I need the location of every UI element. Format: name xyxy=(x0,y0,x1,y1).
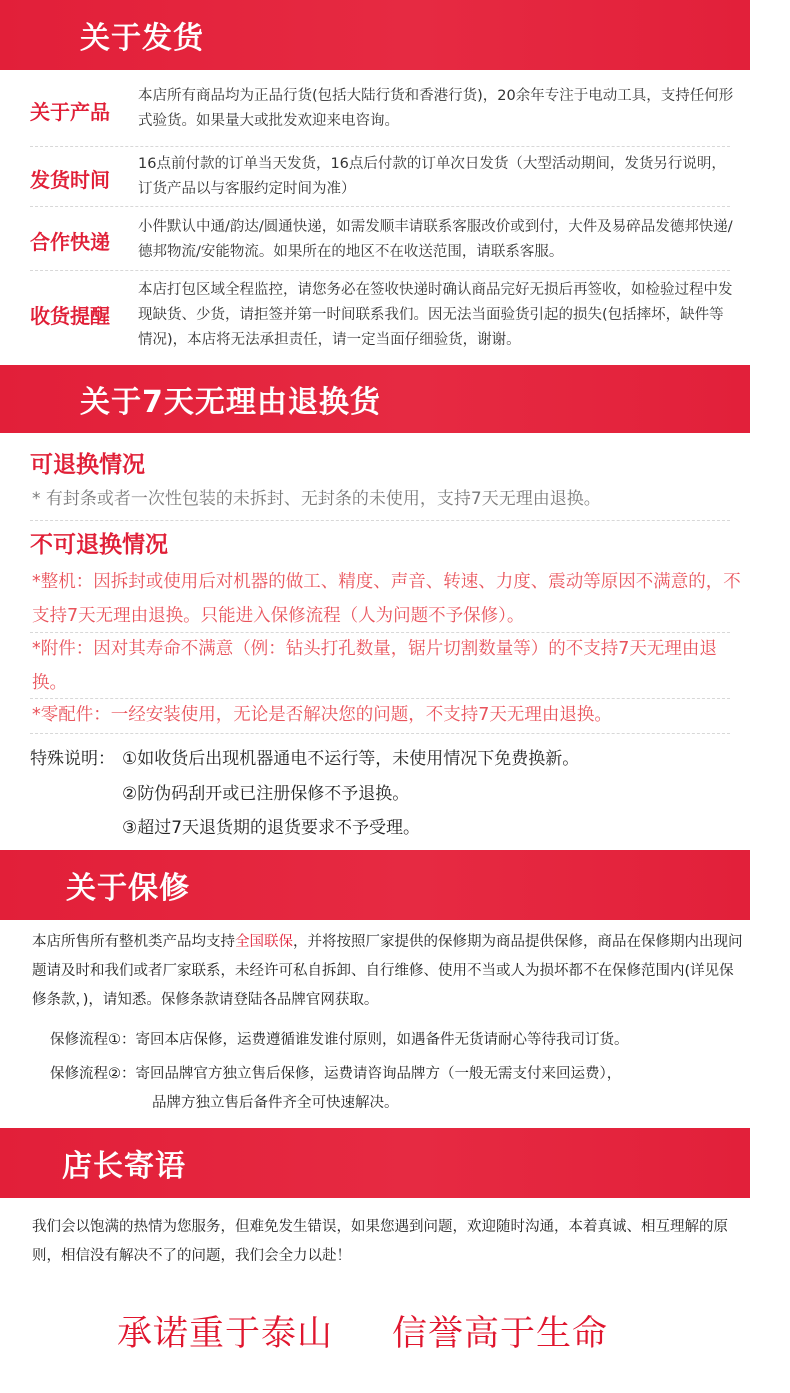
owner-banner xyxy=(0,1128,750,1198)
special-item: ②防伪码刮开或已注册保修不予退换。 xyxy=(122,784,410,804)
warranty-process-2-cont: 品牌方独立售后备件齐全可快速解决。 xyxy=(152,1095,399,1111)
non-returnable-item-accessory: *附件：因对其寿命不满意（例：钻头打孔数量，锯片切割数量等）的不支持7天无理由退换。 xyxy=(32,639,717,693)
process-text: 寄回品牌官方独立售后保修，运费请咨询品牌方（一般无需支付来回运费）， xyxy=(135,1066,622,1082)
owner-title: 店长寄语 xyxy=(62,1149,186,1184)
row-label: 关于产品 xyxy=(30,100,110,124)
warranty-highlight: 全国联保 xyxy=(235,934,293,950)
shipping-title: 关于发货 xyxy=(80,21,204,56)
process-label: 保修流程②： xyxy=(50,1066,136,1082)
row-text: 本店打包区域全程监控，请您务必在签收快递时确认商品完好无损后再签收，如检验过程中发现缺货、少货，请拒签并第一时间联系我们。因无法当面验货引起的损失(包括摔坏，缺件等情况)，本店将无法承担责任，请一定当面仔细验货，谢谢。 xyxy=(138,282,733,348)
row-text: 16点前付款的订单当天发货，16点后付款的订单次日发货（大型活动期间，发货另行说明，订货产品以与客服约定时间为准） xyxy=(138,156,726,197)
owner-text: 我们会以饱满的热情为您服务，但难免发生错误，如果您遇到问题，欢迎随时沟通，本着真诚、相互理解的原则，相信没有解决不了的问题，我们会全力以赴！ xyxy=(32,1219,728,1264)
warranty-title: 关于保修 xyxy=(66,871,190,906)
warranty-text xyxy=(32,928,748,1015)
shipping-row-product xyxy=(30,76,734,147)
special-label: 特殊说明： xyxy=(30,749,115,769)
process-label: 保修流程①： xyxy=(50,1032,136,1048)
row-text: 小件默认中通/韵达/圆通快递，如需发顺丰请联系客服改价或到付，大件及易碎品发德邦快递/德邦物流/安能物流。如果所在的地区不在收送范围，请联系客服。 xyxy=(138,219,733,260)
shipping-banner xyxy=(0,0,750,70)
returns-title: 关于7天无理由退换货 xyxy=(80,385,381,420)
row-label: 合作快递 xyxy=(30,230,110,254)
shipping-row-courier xyxy=(30,206,733,271)
non-returnable-title: 不可退换情况 xyxy=(30,532,168,558)
slogan-right: 信誉高于生命 xyxy=(392,1314,609,1354)
warranty-text-after: ，并将按照厂家提供的保修期为商品提供保修，商品在保修期内出现问题请及时和我们或者厂家联系，未经许可私自拆卸、自行维修、使用不当或人为损坏都不在保修范围内(详见保修条款，)，请知悉。保修条款请登陆各品牌官网获取。 xyxy=(32,934,743,1008)
warranty-text-before: 本店所售所有整机类产品均支持 xyxy=(32,934,235,950)
row-label: 收货提醒 xyxy=(30,304,110,328)
warranty-process-1 xyxy=(50,1026,750,1055)
shipping-row-time xyxy=(30,146,730,207)
returnable-text: * 有封条或者一次性包装的未拆封、无封条的未使用，支持7天无理由退换。 xyxy=(32,489,601,509)
shipping-row-receipt xyxy=(30,270,733,358)
divider xyxy=(30,520,730,521)
special-item: ③超过7天退货期的退货要求不予受理。 xyxy=(122,818,421,838)
non-returnable-item-parts: *零配件：一经安装使用，无论是否解决您的问题，不支持7天无理由退换。 xyxy=(32,705,612,725)
divider xyxy=(30,733,730,734)
non-returnable-item-machine: *整机：因拆封或使用后对机器的做工、精度、声音、转速、力度、震动等原因不满意的，不支持7天无理由退换。只能进入保修流程（人为问题不予保修）。 xyxy=(32,572,741,626)
row-label: 发货时间 xyxy=(30,168,110,192)
warranty-banner xyxy=(0,850,750,920)
returnable-title: 可退换情况 xyxy=(30,452,145,478)
row-text: 本店所有商品均为正品行货(包括大陆行货和香港行货)，20余年专注于电动工具，支持任何形式验货。如果量大或批发欢迎来电咨询。 xyxy=(138,88,734,129)
returns-banner xyxy=(0,365,750,433)
warranty-process-2 xyxy=(50,1060,750,1089)
slogan-left: 承诺重于泰山 xyxy=(117,1314,334,1354)
process-text: 寄回本店保修，运费遵循谁发谁付原则，如遇备件无货请耐心等待我司订货。 xyxy=(135,1032,629,1048)
special-item: ①如收货后出现机器通电不运行等，未使用情况下免费换新。 xyxy=(122,749,580,769)
